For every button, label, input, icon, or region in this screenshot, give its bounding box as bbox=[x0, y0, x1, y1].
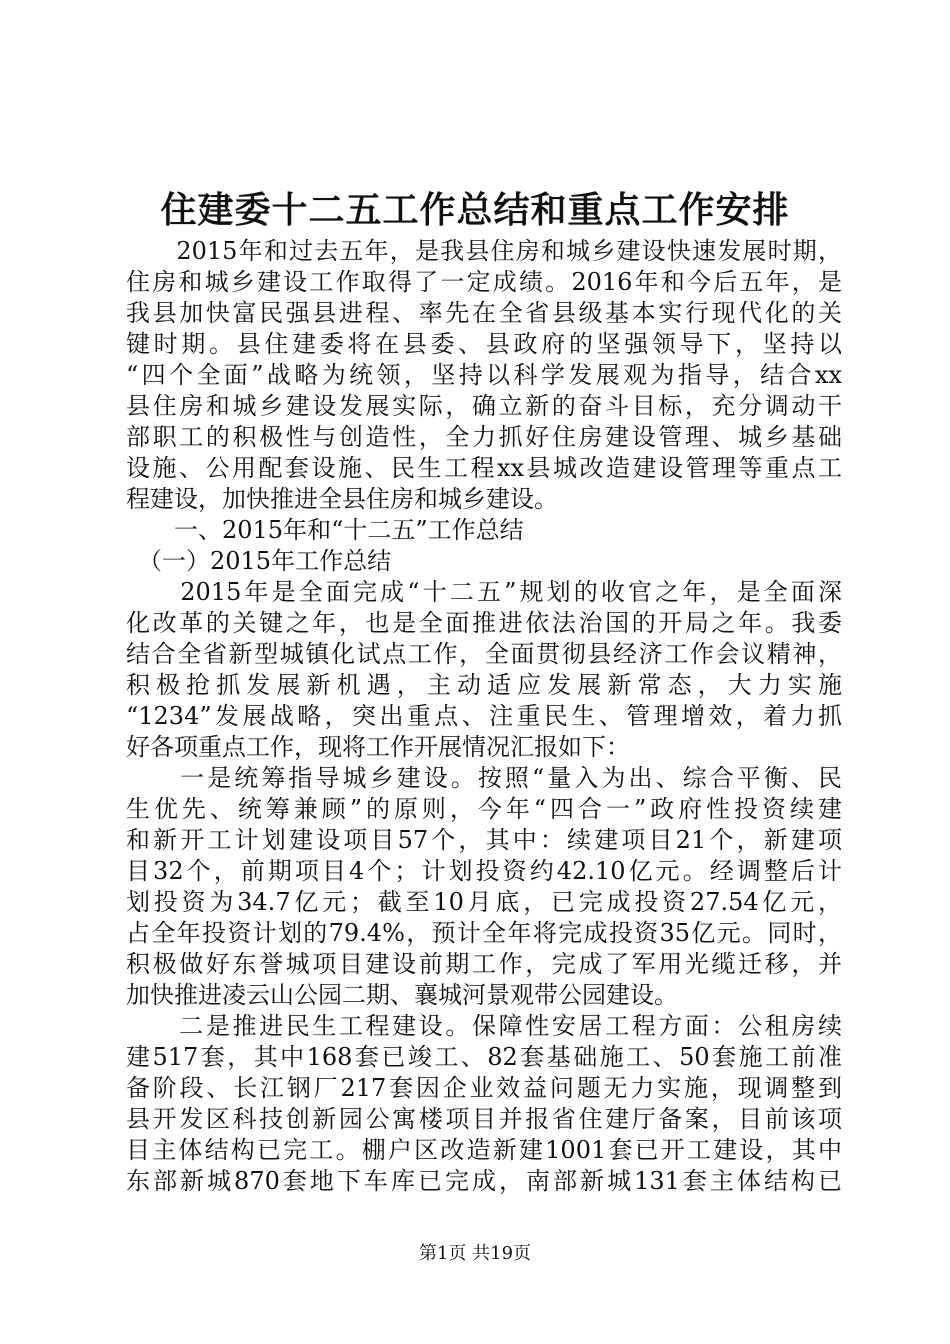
body-line: 住房和城乡建设工作取得了一定成绩。2016年和今后五年，是 bbox=[126, 268, 842, 296]
body-line: 部职工的积极性与创造性，全力抓好住房建设管理、城乡基础 bbox=[126, 423, 842, 451]
body-line: 县开发区科技创新园公寓楼项目并报省住建厅备案，目前该项 bbox=[126, 1105, 842, 1133]
body-line: 目32个，前期项目4个；计划投资约42.10亿元。经调整后计 bbox=[126, 857, 842, 885]
body-line: 好各项重点工作，现将工作开展情况汇报如下： bbox=[126, 733, 630, 761]
body-line: “四个全面”战略为统领，坚持以科学发展观为指导，结合xx bbox=[126, 361, 842, 389]
body-line: 化改革的关键之年，也是全面推进依法治国的开局之年。我委 bbox=[126, 609, 842, 637]
subsection-heading: （一）2015年工作总结 bbox=[126, 547, 392, 575]
body-line: 生优先、统筹兼顾”的原则，今年“四合一”政府性投资续建 bbox=[126, 795, 842, 823]
section-heading: 一、2015年和“十二五”工作总结 bbox=[126, 516, 524, 544]
page-footer: 第1页 共19页 bbox=[418, 1243, 532, 1264]
body-line: 结合全省新型城镇化试点工作，全面贯彻县经济工作会议精神， bbox=[126, 640, 842, 668]
body-line: 2015年和过去五年，是我县住房和城乡建设快速发展时期， bbox=[126, 237, 842, 265]
body-line: 县住房和城乡建设发展实际，确立新的奋斗目标，充分调动干 bbox=[126, 392, 842, 420]
body-line: 占全年投资计划的79.4%，预计全年将完成投资35亿元。同时， bbox=[126, 919, 842, 947]
body-line: 设施、公用配套设施、民生工程xx县城改造建设管理等重点工 bbox=[126, 454, 842, 482]
body-line: 程建设，加快推进全县住房和城乡建设。 bbox=[126, 485, 558, 513]
body-line: 积极做好东誉城项目建设前期工作，完成了军用光缆迁移，并 bbox=[126, 950, 842, 978]
body-line: 二是推进民生工程建设。保障性安居工程方面：公租房续 bbox=[126, 1012, 842, 1040]
body-line: 目主体结构已完工。棚户区改造新建1001套已开工建设，其中 bbox=[126, 1136, 842, 1164]
body-line: 我县加快富民强县进程、率先在全省县级基本实行现代化的关 bbox=[126, 299, 842, 327]
document-title: 住建委十二五工作总结和重点工作安排 bbox=[160, 189, 790, 231]
body-line: 东部新城870套地下车库已完成，南部新城131套主体结构已 bbox=[126, 1167, 842, 1195]
body-line: 积极抢抓发展新机遇，主动适应发展新常态，大力实施 bbox=[126, 671, 842, 699]
body-line: 和新开工计划建设项目57个，其中：续建项目21个，新建项 bbox=[126, 826, 842, 854]
body-line: 划投资为34.7亿元；截至10月底，已完成投资27.54亿元， bbox=[126, 888, 842, 916]
body-line: 2015年是全面完成“十二五”规划的收官之年，是全面深 bbox=[126, 578, 842, 606]
body-line: 键时期。县住建委将在县委、县政府的坚强领导下，坚持以 bbox=[126, 330, 842, 358]
body-line: 备阶段、长江钢厂217套因企业效益问题无力实施，现调整到 bbox=[126, 1074, 842, 1102]
document-body bbox=[126, 236, 842, 1197]
body-line: “1234”发展战略，突出重点、注重民生、管理增效，着力抓 bbox=[126, 702, 842, 730]
body-line: 一是统筹指导城乡建设。按照“量入为出、综合平衡、民 bbox=[126, 764, 842, 792]
body-line: 建517套，其中168套已竣工、82套基础施工、50套施工前准 bbox=[126, 1043, 842, 1071]
body-line: 加快推进凌云山公园二期、襄城河景观带公园建设。 bbox=[126, 981, 678, 1009]
